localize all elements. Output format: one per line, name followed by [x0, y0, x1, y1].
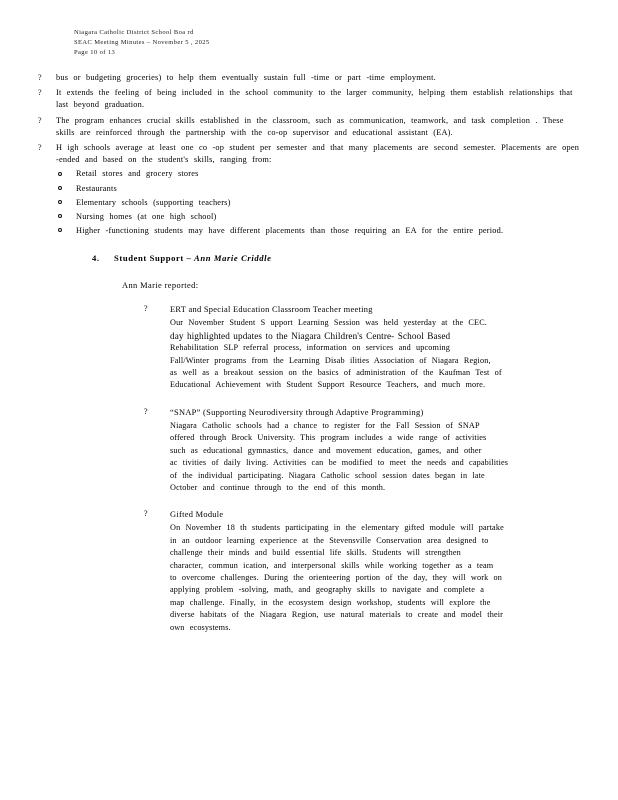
top-bullet-list [34, 72, 584, 237]
item-line: On November 18 th students participating in the elementary gifted module will partake [170, 523, 504, 533]
item-title: “SNAP” (Supporting Neurodiversity through Adaptive Programming) [170, 407, 424, 417]
item-line: offered through Brock University. This program includes a wide range of activities [170, 433, 487, 443]
circle-bullet-icon [58, 172, 62, 176]
item-line: as well as a breakout session on the basics of administration of the Kaufman Test of [170, 368, 502, 378]
item-paragraph [170, 317, 600, 391]
section-presenter: Criddle [241, 253, 272, 264]
list-item-text: Elementary schools (supporting teachers) [76, 197, 231, 207]
item-paragraph [170, 522, 600, 634]
list-item-text: Retail stores and grocery stores [76, 169, 199, 179]
section-heading [92, 253, 584, 263]
bullet-marker-icon: ? [144, 406, 148, 416]
list-item [56, 197, 584, 209]
list-item-text: The program enhances crucial skills established in the classroom, such as communication, teamwork, and task completion . These skills are reinforced through the partnership with the co-op supervisor and educational assistant (EA). [56, 115, 564, 137]
list-item [34, 87, 584, 111]
item-line: character, commun ication, and interpersonal skills while working together as a team [170, 560, 494, 570]
list-item-text: Nursing homes (at one high school) [76, 212, 217, 222]
item-line: Our November Student S upport Learning Session was held yesterday at the CEC. [170, 318, 488, 328]
list-item [34, 115, 584, 139]
item-line: day highlighted updates to the Niagara Children's Centre- School Based [170, 330, 451, 341]
minutes-item [144, 304, 584, 391]
item-line: such as educational gymnastics, dance and movement education, games, and other [170, 445, 482, 455]
bullet-marker-icon: ? [38, 115, 42, 125]
section-dash: – Ann Marie [186, 253, 239, 264]
item-line: diverse habitats of the Niagara Region, use natural materials to create and model their [170, 610, 504, 620]
bullet-marker-icon: ? [144, 509, 148, 519]
section-title: Student Support [114, 253, 184, 264]
header-line-2: SEAC Meeting Minutes – November 5 , 2025 [74, 39, 210, 46]
bullet-marker-icon: ? [38, 88, 42, 98]
list-item-text: H igh schools average at least one co -op student per semester and that many placements are second semester. Placements are open -ended and based on the student's skills, ranging from: [56, 143, 580, 165]
circle-bullet-icon [58, 200, 62, 204]
item-line: Educational Achievement with Student Support Resource Teachers, and much more. [170, 380, 486, 390]
bullet-marker-icon: ? [38, 143, 42, 153]
item-line: Fall/Winter programs from the Learning Disab ilities Association of Niagara Region, [170, 355, 491, 365]
list-item [34, 72, 584, 84]
minutes-item [144, 509, 584, 634]
reported-by-line: Ann Marie reported: [122, 281, 199, 291]
section-number: 4. [92, 253, 100, 264]
list-item [56, 183, 584, 195]
header-line-3: Page 10 of 13 [74, 49, 116, 56]
list-item [34, 142, 584, 237]
header-line-1: Niagara Catholic District School Boa rd [74, 29, 194, 36]
bullet-marker-icon: ? [144, 304, 148, 314]
list-item-text: Restaurants [76, 183, 117, 193]
item-line: to overcome challenges. During the orienteering portion of the day, they will work on [170, 572, 503, 582]
top-bullet-section [34, 72, 584, 237]
circle-bullet-icon [58, 228, 62, 232]
circle-bullet-icon [58, 186, 62, 190]
list-item [56, 211, 584, 223]
item-line: map challenge. Finally, in the ecosystem design workshop, students will explore the [170, 597, 491, 607]
circle-bullet-icon [58, 214, 62, 218]
list-item-text: bus or budgeting groceries) to help them eventually sustain full -time or part -time employment. [56, 73, 436, 82]
item-line: own ecosystems. [170, 622, 231, 632]
minutes-item [144, 407, 584, 494]
list-item-text: It extends the feeling of being included in the school community to the larger community, helping them establish relationships that last beyond graduation. [56, 88, 573, 110]
list-item [56, 225, 584, 237]
sub-bullet-list [56, 168, 584, 237]
item-line: Niagara Catholic schools had a chance to register for the Fall Session of SNAP [170, 420, 480, 430]
item-line: in an outdoor learning experience at the Stevensville Conservation area designed to [170, 535, 489, 545]
list-item [56, 168, 584, 180]
item-line: challenge their minds and build essential life skills. Students will strengthen [170, 548, 461, 558]
minutes-items [144, 304, 584, 634]
item-line: Rehabilitation SLP referral process, information on services and upcoming [170, 343, 450, 353]
item-line: October and continue through to the end of this month. [170, 482, 386, 492]
bullet-marker-icon: ? [38, 73, 42, 82]
item-title: Gifted Module [170, 510, 224, 520]
item-line: applying problem -solving, math, and geography skills to navigate and complete a [170, 585, 484, 595]
item-line: of the individual participating. Niagara Catholic school session dates began in late [170, 470, 485, 480]
item-line: ac tivities of daily living. Activities can be modified to meet the needs and capabilities [170, 458, 509, 468]
page-header [74, 28, 584, 58]
item-paragraph [170, 420, 600, 494]
list-item-text: Higher -functioning students may have different placements than those requiring an EA for the entire period. [76, 226, 504, 236]
item-title: ERT and Special Education Classroom Teacher meeting [170, 305, 373, 315]
